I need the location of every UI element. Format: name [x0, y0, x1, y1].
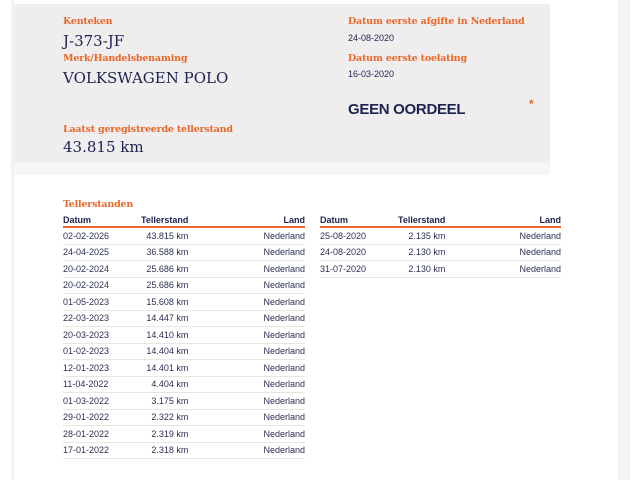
reading-land: Nederland — [188, 393, 305, 410]
table-row — [63, 327, 305, 344]
reading-km: 4.404 km — [141, 376, 188, 393]
reading-date: 31-07-2020 — [320, 261, 398, 278]
reading-date: 17-01-2022 — [63, 442, 141, 459]
reading-date: 25-08-2020 — [320, 227, 398, 244]
reading-land: Nederland — [188, 227, 305, 244]
merk-label: Merk/Handelsbenaming — [63, 53, 188, 64]
reading-land: Nederland — [188, 327, 305, 344]
toelating-value: 16-03-2020 — [348, 69, 395, 79]
tellerstand-value: 43.815 km — [63, 138, 144, 156]
reading-date: 20-02-2024 — [63, 277, 141, 294]
reading-land: Nederland — [188, 360, 305, 377]
reading-km: 2.322 km — [141, 409, 188, 426]
reading-date: 01-03-2022 — [63, 393, 141, 410]
table-header-row — [320, 213, 561, 227]
table-row — [63, 442, 305, 459]
reading-land: Nederland — [188, 244, 305, 261]
reading-km: 3.175 km — [141, 393, 188, 410]
reading-date: 28-01-2022 — [63, 426, 141, 443]
kenteken-value: J-373-JF — [63, 32, 125, 50]
reading-land: Nederland — [188, 310, 305, 327]
reading-km: 2.135 km — [398, 227, 445, 244]
table-row — [63, 261, 305, 278]
table-header-row — [63, 213, 305, 227]
table-row — [63, 277, 305, 294]
table-row — [320, 244, 561, 261]
reading-date: 20-03-2023 — [63, 327, 141, 344]
table-row — [63, 360, 305, 377]
table-row — [63, 376, 305, 393]
reading-km: 14.404 km — [141, 343, 188, 360]
reading-date: 22-03-2023 — [63, 310, 141, 327]
reading-km: 14.447 km — [141, 310, 188, 327]
header-datum: Datum — [63, 213, 141, 227]
reading-land: Nederland — [188, 426, 305, 443]
table-row — [63, 227, 305, 244]
reading-date: 01-05-2023 — [63, 294, 141, 311]
header-land: Land — [445, 213, 561, 227]
asterisk-footnote-icon: * — [529, 97, 534, 111]
toelating-label: Datum eerste toelating — [348, 53, 467, 64]
table-row — [63, 393, 305, 410]
reading-km: 2.318 km — [141, 442, 188, 459]
reading-km: 2.130 km — [398, 261, 445, 278]
reading-km: 2.319 km — [141, 426, 188, 443]
reading-land: Nederland — [445, 227, 561, 244]
readings-table-left — [63, 213, 305, 459]
table-row — [63, 409, 305, 426]
header-datum: Datum — [320, 213, 398, 227]
tellerstanden-title: Tellerstanden — [63, 199, 134, 210]
reading-land: Nederland — [188, 442, 305, 459]
reading-land: Nederland — [188, 294, 305, 311]
table-row — [63, 343, 305, 360]
reading-km: 43.815 km — [141, 227, 188, 244]
reading-land: Nederland — [188, 376, 305, 393]
header-land: Land — [188, 213, 305, 227]
table-row — [63, 426, 305, 443]
reading-date: 29-01-2022 — [63, 409, 141, 426]
oordeel-verdict: GEEN OORDEEL — [348, 101, 466, 118]
table-row — [63, 244, 305, 261]
kenteken-label: Kenteken — [63, 16, 113, 27]
table-row — [63, 294, 305, 311]
reading-date: 24-04-2025 — [63, 244, 141, 261]
table-row — [63, 310, 305, 327]
reading-land: Nederland — [445, 261, 561, 278]
reading-km: 2.130 km — [398, 244, 445, 261]
reading-land: Nederland — [188, 343, 305, 360]
table-row — [320, 261, 561, 278]
reading-km: 36.588 km — [141, 244, 188, 261]
reading-km: 14.410 km — [141, 327, 188, 344]
merk-value: VOLKSWAGEN POLO — [63, 69, 229, 87]
reading-km: 25.686 km — [141, 277, 188, 294]
reading-date: 11-04-2022 — [63, 376, 141, 393]
panel-shadow — [14, 163, 550, 175]
header-tellerstand: Tellerstand — [398, 215, 446, 225]
reading-date: 12-01-2023 — [63, 360, 141, 377]
header-tellerstand: Tellerstand — [141, 215, 189, 225]
readings-table-right — [320, 213, 561, 278]
reading-land: Nederland — [188, 409, 305, 426]
afgifte-label: Datum eerste afgifte in Nederland — [348, 16, 525, 27]
afgifte-value: 24-08-2020 — [348, 33, 395, 43]
reading-km: 14.401 km — [141, 360, 188, 377]
table-row — [320, 227, 561, 244]
tellerstand-label: Laatst geregistreerde tellerstand — [63, 124, 233, 135]
scrollbar-track[interactable] — [618, 0, 630, 480]
reading-land: Nederland — [188, 261, 305, 278]
reading-date: 20-02-2024 — [63, 261, 141, 278]
reading-date: 01-02-2023 — [63, 343, 141, 360]
reading-km: 15.608 km — [141, 294, 188, 311]
reading-km: 25.686 km — [141, 261, 188, 278]
reading-land: Nederland — [188, 277, 305, 294]
reading-date: 24-08-2020 — [320, 244, 398, 261]
reading-land: Nederland — [445, 244, 561, 261]
reading-date: 02-02-2026 — [63, 227, 141, 244]
